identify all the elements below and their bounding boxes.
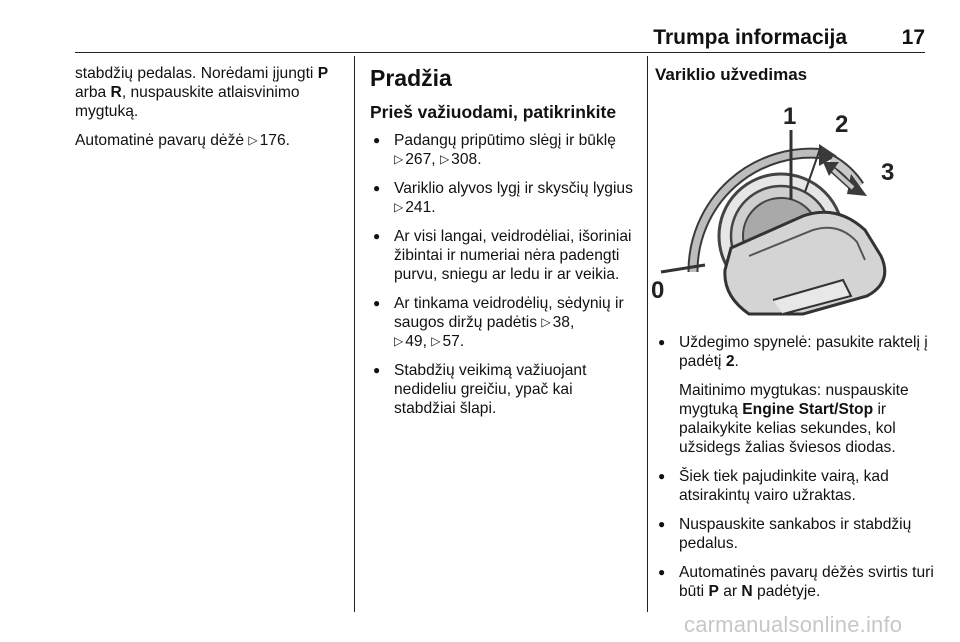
page-ref-icon: ▷ [394, 334, 404, 348]
page-ref-link[interactable]: 57. [442, 333, 465, 350]
list-item: ● Padangų pripūtimo slėgį ir būklę ▷ 267, ▷ 308. [370, 131, 638, 169]
list-item: ● Nuspauskite sankabos ir stabdžių pedalus. [655, 515, 935, 553]
position-3-label: 3 [881, 159, 895, 186]
paragraph-release-button: stabdžių pedalas. Norėdami įjungti P arba R, nuspauskite atlaisvinimo mygtuką. [75, 65, 329, 120]
page-header [75, 26, 925, 52]
section-heading-start: Pradžia [370, 65, 452, 91]
column-divider-right [647, 56, 648, 612]
column-2 [370, 64, 638, 428]
list-item: ● Stabdžių veikimą važiuojant nedideliu greičiu, ypač kai stabdžiai šlapi. [370, 361, 638, 418]
page-ref-link[interactable]: 267, [405, 151, 436, 168]
page-number: 17 [901, 26, 925, 49]
page-ref-icon: ▷ [431, 334, 441, 348]
power-button-note: Maitinimo mygtukas: nuspauskite mygtuką Engine Start/Stop ir palaikykite kelias sekundes, kol užsidegs žalias šviesos diodas. [679, 382, 909, 456]
column-1 [75, 64, 343, 160]
ignition-switch-illustration [653, 100, 925, 314]
page-ref-icon: ▷ [439, 152, 450, 166]
watermark: carmanualsonline.info [684, 612, 903, 637]
list-item: ● Šiek tiek pajudinkite vairą, kad atsirakintų vairo užraktas. [655, 467, 935, 505]
page-ref-link[interactable]: 38, [552, 314, 575, 331]
position-0-label: 0 [651, 277, 665, 304]
column-divider-left [354, 56, 355, 612]
page-ref-link[interactable]: 241. [405, 199, 436, 216]
page-ref-link[interactable]: 308. [451, 151, 482, 168]
page-ref-link[interactable]: 49, [405, 333, 427, 350]
engine-start-steps [655, 333, 935, 601]
list-item: ● Ar visi langai, veidrodėliai, išoriniai žibintai ir numeriai nėra padengti purvu, sniegu ar ledu ir ar veikia. [370, 227, 638, 284]
paragraph-automatic-transmission: Automatinė pavarų dėžė ▷ 176. [75, 132, 290, 149]
header-divider [75, 52, 925, 53]
checklist [370, 131, 638, 418]
position-1-label: 1 [783, 103, 797, 130]
position-2-label: 2 [835, 111, 849, 138]
page-ref-link[interactable]: 176. [259, 132, 290, 149]
page-ref-icon: ▷ [541, 315, 551, 329]
subheading-before-driving: Prieš važiuodami, patikrinkite [370, 102, 617, 122]
list-item: ● Variklio alyvos lygį ir skysčių lygius ▷ 241. [370, 179, 638, 217]
section-heading-engine-start: Variklio užvedimas [655, 65, 808, 84]
list-item: ● Uždegimo spynelė: pasukite raktelį į padėtį 2. Maitinimo mygtukas: nuspauskite mygtuką Engine Start/Stop ir palaikykite kelias sekundes, kol užsidegs žalias šviesos diodas. [655, 333, 935, 457]
page-ref-icon: ▷ [248, 133, 258, 147]
list-item: ● Ar tinkama veidrodėlių, sėdynių ir saugos diržų padėtis ▷ 38, ▷ 49, ▷ 57. [370, 294, 638, 351]
list-item: ● Automatinės pavarų dėžės svirtis turi būti P ar N padėtyje. [655, 563, 935, 601]
column-3 [651, 64, 935, 611]
page-ref-icon: ▷ [394, 200, 404, 214]
page-ref-icon: ▷ [394, 152, 404, 166]
section-title: Trumpa informacija [653, 26, 847, 49]
